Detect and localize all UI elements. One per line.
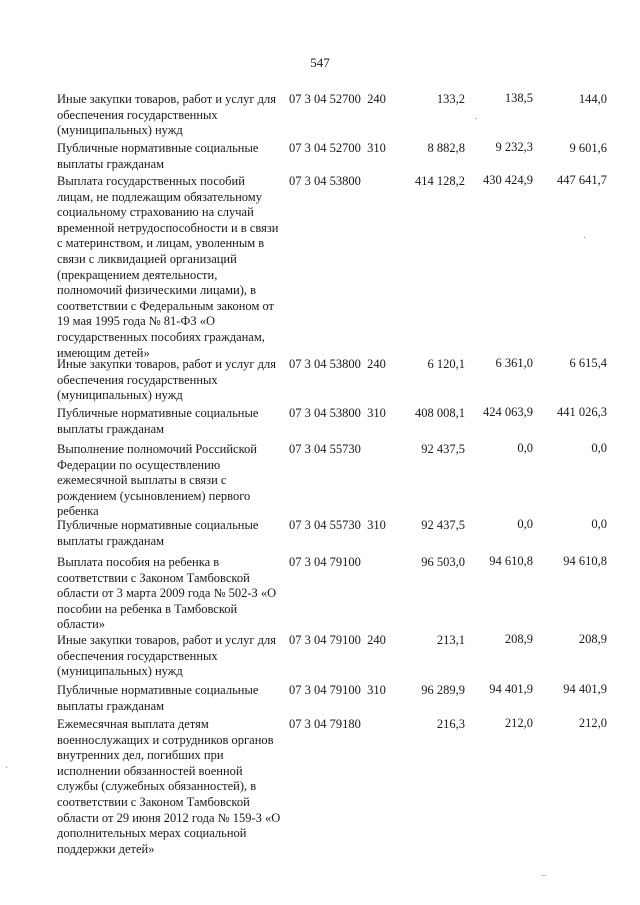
- row-code: 07 3 04 53800: [289, 174, 361, 188]
- scan-speck: ·: [5, 763, 9, 774]
- row-value-2: 212,0: [504, 716, 533, 730]
- row-value-1: 133,2: [436, 92, 465, 106]
- row-description: Выплата пособия на ребенка в соответствии с Законом Тамбовской области от 3 марта 2009 года № 502-З «О пособии на ребенка в Тамбовской области»: [57, 555, 277, 632]
- row-value-3: 447 641,7: [557, 173, 607, 187]
- row-value-2: 208,9: [504, 632, 533, 646]
- row-code: 07 3 04 53800 310: [289, 406, 386, 420]
- row-value-3: 441 026,3: [557, 405, 607, 419]
- row-value-2: 0,0: [517, 517, 533, 531]
- row-value-2: 138,5: [504, 91, 533, 105]
- row-description: Выполнение полномочий Российской Федерации по осуществлению ежемесячной выплаты в связи с рождением (усыновлением) первого ребенка: [57, 442, 257, 519]
- row-code: 07 3 04 55730 310: [289, 518, 386, 532]
- scan-speck: ‒: [541, 870, 546, 881]
- row-value-3: 9 601,6: [569, 141, 607, 155]
- row-code: 07 3 04 52700 310: [289, 141, 386, 155]
- row-description: Иные закупки товаров, работ и услуг для обеспечения государственных (муниципальных) нужд: [57, 92, 277, 138]
- row-value-3: 94 401,9: [563, 682, 607, 696]
- row-value-3: 94 610,8: [563, 554, 607, 568]
- row-value-3: 0,0: [591, 441, 607, 455]
- row-code: 07 3 04 79100 240: [289, 633, 386, 647]
- row-value-1: 414 128,2: [415, 174, 465, 188]
- row-description: Иные закупки товаров, работ и услуг для обеспечения государственных (муниципальных) нужд: [57, 357, 277, 403]
- row-code: 07 3 04 52700 240: [289, 92, 386, 106]
- row-description: Выплата государственных пособий лицам, не подлежащим обязательному социальному страхованию на случай временной нетрудоспособности и в связи с материнством, и лицам, уволенным в связи с ликвидацией организаций (прекращением деятельности, полномочий физическими лицами), в соответствии с Федеральным законом от 19 мая 1995 года № 81-ФЗ «О государственных пособиях гражданам, имеющим детей»: [57, 174, 279, 360]
- row-value-1: 216,3: [436, 717, 465, 731]
- row-value-1: 96 289,9: [421, 683, 465, 697]
- scan-speck: ·: [474, 114, 478, 125]
- row-description: Публичные нормативные социальные выплаты гражданам: [57, 518, 259, 548]
- row-description: Публичные нормативные социальные выплаты гражданам: [57, 406, 259, 436]
- row-description: Ежемесячная выплата детям военнослужащих и сотрудников органов внутренних дел, погибших при исполнении обязанностей военной службы (служебных обязанностей), в соответствии с Законом Тамбовской области от 29 июня 2012 года № 159-З «О дополнительных мерах социальной поддержки детей»: [57, 717, 281, 856]
- row-value-3: 144,0: [578, 92, 607, 106]
- row-code: 07 3 04 79100 310: [289, 683, 386, 697]
- page-number: 547: [310, 55, 330, 70]
- scan-speck: ·: [583, 233, 587, 244]
- row-value-3: 208,9: [578, 632, 607, 646]
- row-description: Иные закупки товаров, работ и услуг для обеспечения государственных (муниципальных) нужд: [57, 633, 277, 679]
- row-code: 07 3 04 79180: [289, 717, 361, 731]
- row-value-1: 92 437,5: [421, 518, 465, 532]
- row-value-3: 0,0: [591, 517, 607, 531]
- row-description: Публичные нормативные социальные выплаты гражданам: [57, 141, 259, 171]
- row-value-2: 9 232,3: [495, 140, 533, 154]
- row-value-2: 430 424,9: [483, 173, 533, 187]
- row-value-1: 213,1: [436, 633, 465, 647]
- row-code: 07 3 04 79100: [289, 555, 361, 569]
- row-value-2: 94 610,8: [489, 554, 533, 568]
- row-value-1: 92 437,5: [421, 442, 465, 456]
- row-value-1: 8 882,8: [427, 141, 465, 155]
- row-value-2: 0,0: [517, 441, 533, 455]
- row-value-1: 408 008,1: [415, 406, 465, 420]
- row-value-1: 96 503,0: [421, 555, 465, 569]
- row-value-3: 6 615,4: [569, 356, 607, 370]
- row-value-2: 6 361,0: [495, 356, 533, 370]
- row-value-2: 424 063,9: [483, 405, 533, 419]
- row-value-2: 94 401,9: [489, 682, 533, 696]
- row-value-1: 6 120,1: [427, 357, 465, 371]
- row-value-3: 212,0: [578, 716, 607, 730]
- row-code: 07 3 04 55730: [289, 442, 361, 456]
- row-description: Публичные нормативные социальные выплаты гражданам: [57, 683, 259, 713]
- row-code: 07 3 04 53800 240: [289, 357, 386, 371]
